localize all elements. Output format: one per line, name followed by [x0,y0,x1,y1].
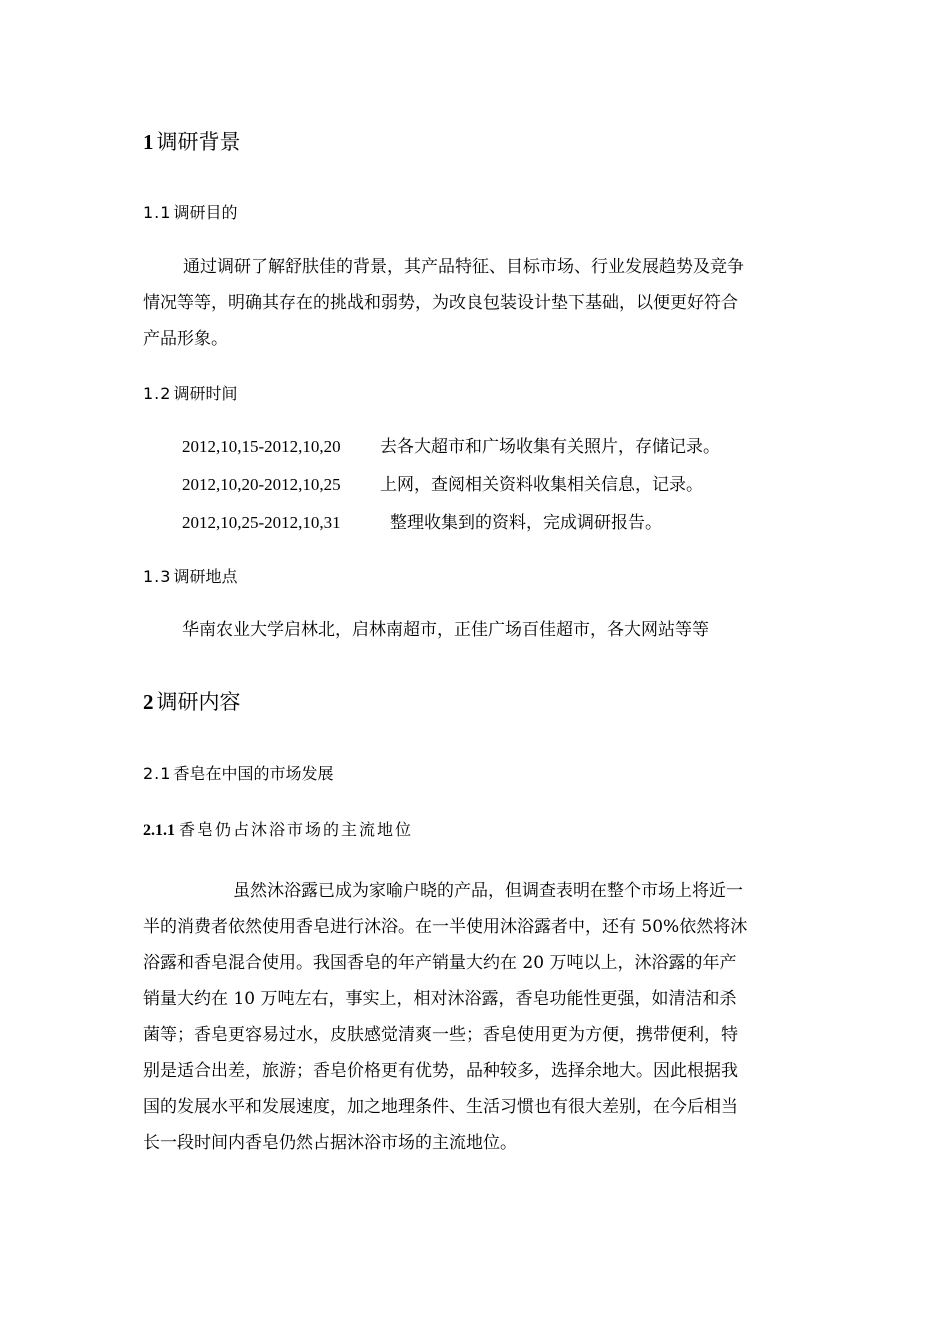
subsection-number: 1.3 [143,567,172,586]
research-locations: 华南农业大学启林北，启林南超市，正佳广场百佳超市，各大网站等等 [182,620,709,640]
paragraph-line: 国的发展水平和发展速度，加之地理条件、生活习惯也有很大差别，在今后相当 [143,1097,738,1117]
section-title: 调研内容 [156,690,241,714]
subsection-title: 香皂在中国的市场发展 [173,764,334,783]
subsubsection-title: 香皂仍占沐浴市场的主流地位 [179,820,414,839]
schedule-date: 2012,10,15-2012,10,20 [182,437,341,456]
schedule-task: 上网，查阅相关资料收集相关信息，记录。 [380,475,703,495]
paragraph-line: 情况等等，明确其存在的挑战和弱势，为改良包装设计垫下基础，以便更好符合 [143,293,738,313]
schedule-row [182,512,662,534]
section-number: 1 [143,130,154,154]
paragraph-line: 浴露和香皂混合使用。我国香皂的年产销量大约在 20 万吨以上，沐浴露的年产 [143,953,737,973]
schedule-task: 去各大超市和广场收集有关照片，存储记录。 [380,437,720,457]
paragraph-line: 半的消费者依然使用香皂进行沐浴。在一半使用沐浴露者中，还有 50%依然将沐 [143,917,748,937]
schedule-row [182,474,703,496]
paragraph-line: 虽然沐浴露已成为家喻户晓的产品，但调查表明在整个市场上将近一 [233,881,743,901]
subsection-heading-1-2 [143,383,237,405]
subsection-number: 1.1 [143,203,172,222]
schedule-row [182,436,720,458]
subsection-title: 调研地点 [173,567,238,586]
schedule-task: 整理收集到的资料，完成调研报告。 [390,513,662,533]
schedule-date: 2012,10,20-2012,10,25 [182,475,341,494]
subsection-heading-1-3 [143,566,237,588]
subsection-number: 1.2 [143,384,172,403]
section-heading-1 [143,129,241,155]
paragraph-purpose [143,249,811,357]
paragraph-line: 菌等；香皂更容易过水，皮肤感觉清爽一些；香皂使用更为方便，携带便利，特 [143,1025,738,1045]
paragraph-line: 产品形象。 [143,329,228,349]
section-title: 调研背景 [156,130,241,154]
subsection-title: 调研时间 [173,384,238,403]
subsection-heading-1-1 [143,202,237,224]
subsubsection-heading-2-1-1 [143,819,413,842]
paragraph-line: 长一段时间内香皂仍然占据沐浴市场的主流地位。 [143,1133,517,1153]
schedule-date: 2012,10,25-2012,10,31 [182,513,341,532]
subsection-heading-2-1 [143,763,333,785]
section-heading-2 [143,689,241,715]
paragraph-line: 销量大约在 10 万吨左右，事实上，相对沐浴露，香皂功能性更强，如清洁和杀 [143,989,737,1009]
paragraph-line: 别是适合出差，旅游；香皂价格更有优势，品种较多，选择余地大。因此根据我 [143,1061,738,1081]
subsubsection-number: 2.1.1 [143,822,175,839]
paragraph-line: 通过调研了解舒肤佳的背景，其产品特征、目标市场、行业发展趋势及竞争 [183,257,744,277]
paragraph-soap-market [143,873,811,1161]
subsection-title: 调研目的 [173,203,238,222]
subsection-number: 2.1 [143,764,172,783]
section-number: 2 [143,690,154,714]
